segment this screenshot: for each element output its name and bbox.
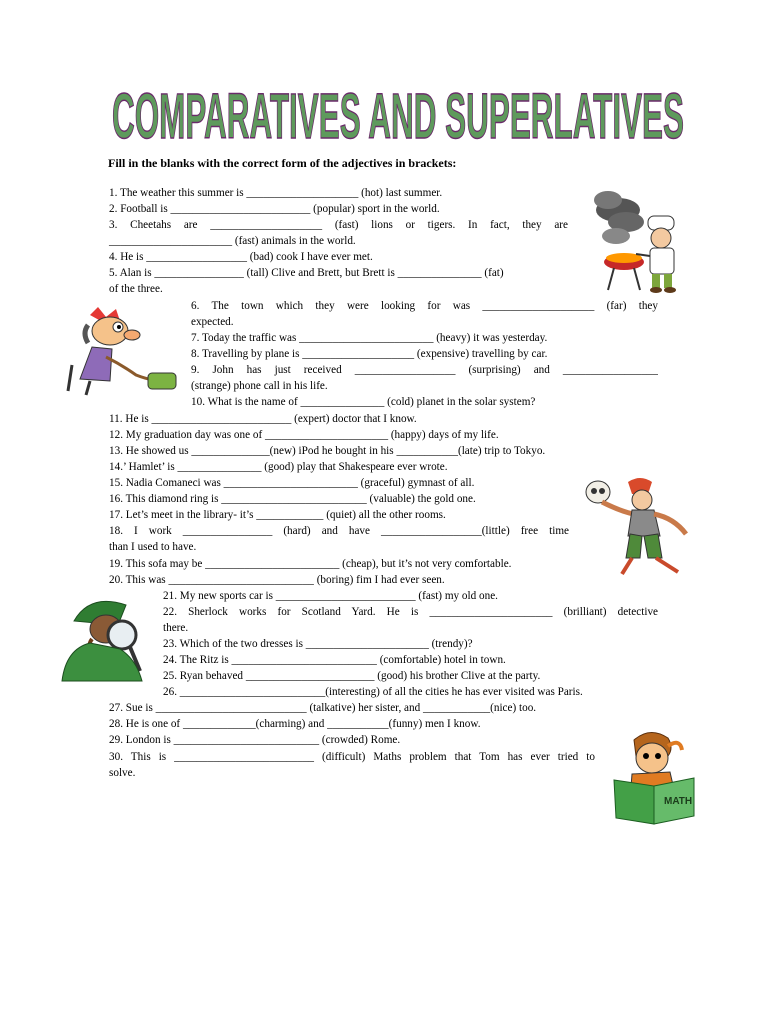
exercise-line: 23. Which of the two dresses is ______________________ (trendy)?: [163, 638, 473, 650]
exercise-line: 7. Today the traffic was ________________________ (heavy) it was yesterday.: [191, 332, 548, 344]
exercise-line: 5. Alan is ________________ (tall) Clive and Brett, but Brett is _______________ (fat): [109, 267, 504, 279]
exercise-line: 19. This sofa may be ________________________ (cheap), but it’s not very comfortable.: [109, 558, 512, 570]
exercise-line: 14.’ Hamlet’ is _______________ (good) play that Shakespeare ever wrote.: [109, 461, 448, 473]
exercise-line: 3. Cheetahs are ____________________ (fast) lions or tigers. In fact, they are: [109, 219, 568, 231]
exercise-line: 11. He is _________________________ (expert) doctor that I know.: [109, 413, 417, 425]
exercise-line: (strange) phone call in his life.: [191, 380, 328, 392]
exercise-line: than I used to have.: [109, 541, 197, 553]
cook-barbecue-clipart: [586, 188, 694, 294]
exercise-line: 15. Nadia Comaneci was ________________________ (graceful) gymnast of all.: [109, 477, 475, 489]
exercise-line: 6. The town which they were looking for was ____________________ (far) they: [191, 300, 658, 312]
exercise-line: 17. Let’s meet in the library- it’s ____________ (quiet) all the other rooms.: [109, 509, 446, 521]
exercise-line: there.: [163, 622, 189, 634]
exercise-line: 24. The Ritz is __________________________ (comfortable) hotel in town.: [163, 654, 506, 666]
exercise-line: solve.: [109, 767, 136, 779]
exercise-line: 20. This was __________________________ (boring) fim I had ever seen.: [109, 574, 445, 586]
exercise-line: 13. He showed us ______________(new) iPod he bought in his ___________(late) trip to Tokyo.: [109, 445, 546, 457]
exercise-line: 4. He is __________________ (bad) cook I have ever met.: [109, 251, 373, 263]
exercise-line: 30. This is _________________________ (difficult) Maths problem that Tom has ever tried to: [109, 751, 595, 763]
exercise-line: 1. The weather this summer is ____________________ (hot) last summer.: [109, 187, 443, 199]
exercise-line: 9. John has just received __________________ (surprising) and _________________: [191, 364, 658, 376]
worksheet-title: [108, 80, 688, 146]
exercise-line: 8. Travelling by plane is ____________________ (expensive) travelling by car.: [191, 348, 548, 360]
exercise-line: 22. Sherlock works for Scotland Yard. He is ______________________ (brilliant) detective: [163, 606, 658, 618]
exercise-line: ______________________ (fast) animals in the world.: [109, 235, 356, 247]
exercise-line: 18. I work ________________ (hard) and have __________________(little) free time: [109, 525, 569, 537]
instructions: Fill in the blanks with the correct form of the adjectives in brackets:: [108, 156, 457, 170]
title-text: COMPARATIVES AND SUPERLATIVES: [112, 80, 684, 146]
exercise-line: 26. __________________________(interesting) of all the cities he has ever visited was Paris.: [163, 686, 583, 698]
exercise-line: 28. He is one of _____________(charming) and ___________(funny) men I know.: [109, 718, 481, 730]
exercise-line: 25. Ryan behaved _______________________ (good) his brother Clive at the party.: [163, 670, 541, 682]
exercise-line: 10. What is the name of _______________ (cold) planet in the solar system?: [191, 396, 536, 408]
exercise-line: 21. My new sports car is _________________________ (fast) my old one.: [163, 590, 498, 602]
math-book-label: MATH: [664, 796, 693, 807]
exercise-line: expected.: [191, 316, 234, 328]
exercise-line: 29. London is __________________________ (crowded) Rome.: [109, 734, 401, 746]
exercise-line: 2. Football is _________________________ (popular) sport in the world.: [109, 203, 440, 215]
student-math-book-clipart: [610, 728, 700, 826]
exercise-line: 16. This diamond ring is __________________________ (valuable) the gold one.: [109, 493, 476, 505]
hamlet-skull-clipart: [582, 474, 692, 580]
exercise-line: 27. Sue is ___________________________ (talkative) her sister, and ____________(nice) too.: [109, 702, 537, 714]
exercise-line: of the three.: [109, 283, 163, 295]
phone-caller-clipart: [62, 305, 182, 397]
exercise-line: 12. My graduation day was one of ______________________ (happy) days of my life.: [109, 429, 499, 441]
detective-magnifier-clipart: [56, 591, 152, 685]
